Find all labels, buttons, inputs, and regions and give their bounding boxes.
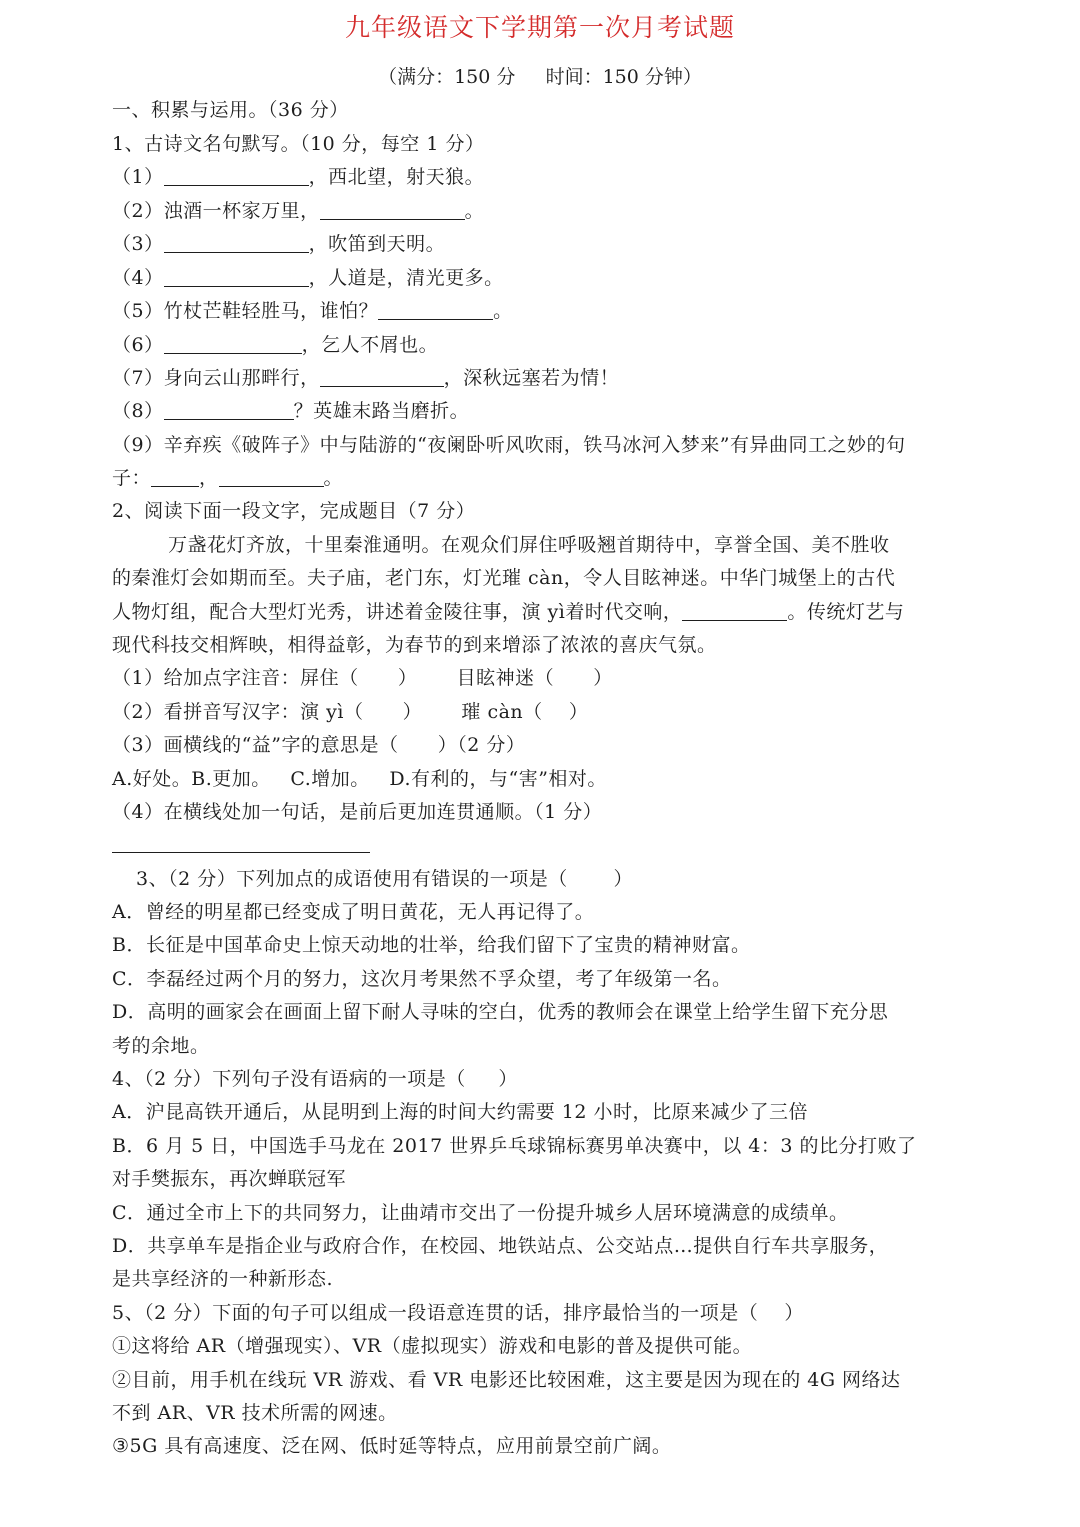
- q2-sub-1: （1）给加点字注音：屏住（ ） 目眩神迷（ ）: [112, 667, 613, 689]
- q1-item-6: （6） ，乞人不屑也。: [112, 334, 439, 356]
- q2-sub-2: （2）看拼音写汉字：演 yì（ ） 璀 càn（ ）: [112, 701, 589, 723]
- q1-item-5: （5）竹杖芒鞋轻胜马，谁怕？ 。: [112, 300, 513, 322]
- q3-option-d-cont: 考的余地。: [112, 1035, 210, 1057]
- q3-option-c: C．李磊经过两个月的努力，这次月考果然不孚众望，考了年级第一名。: [112, 968, 732, 990]
- answer-line[interactable]: [112, 852, 370, 853]
- q1-item-9-cont: 子： ， 。: [112, 467, 344, 489]
- q1-item-7: （7）身向云山那畔行， ，深秋远塞若为情！: [112, 367, 620, 389]
- q3-option-b: B．长征是中国革命史上惊天动地的壮举，给我们留下了宝贵的精神财富。: [112, 934, 751, 956]
- q2-sub-3: （3）画横线的“益”字的意思是（ ）（2 分）: [112, 734, 526, 756]
- q1-item-4: （4） ，人道是，清光更多。: [112, 267, 504, 289]
- q4-heading: 4、（2 分）下列句子没有语病的一项是（ ）: [112, 1068, 518, 1090]
- answer-blank[interactable]: [320, 366, 444, 387]
- answer-blank[interactable]: [164, 165, 309, 186]
- q1-item-9: （9）辛弃疾《破阵子》中与陆游的“夜阑卧听风吹雨，铁马冰河入梦来”有异曲同工之妙的句: [112, 434, 906, 456]
- q2-passage-line: 人物灯组，配合大型灯光秀，讲述着金陵往事，演 yì着时代交响， 。传统灯艺与: [112, 601, 905, 623]
- q5-sentence-2: ②目前，用手机在线玩 VR 游戏、看 VR 电影还比较困难，这主要是因为现在的 4G 网络达: [112, 1369, 901, 1391]
- q1-item-1: （1） ，西北望，射天狼。: [112, 166, 485, 188]
- q3-heading: 3、（2 分）下列加点的成语使用有错误的一项是（ ）: [136, 868, 633, 890]
- q5-sentence-2-cont: 不到 AR、VR 技术所需的网速。: [112, 1402, 398, 1424]
- answer-blank[interactable]: [164, 266, 309, 287]
- answer-blank[interactable]: [219, 466, 324, 487]
- q4-option-d-cont: 是共享经济的一种新形态.: [112, 1268, 334, 1290]
- q5-sentence-1: ①这将给 AR（增强现实）、VR（虚拟现实）游戏和电影的普及提供可能。: [112, 1335, 753, 1357]
- q1-item-3: （3） ，吹笛到天明。: [112, 233, 446, 255]
- answer-blank[interactable]: [151, 466, 199, 487]
- q2-sub-4: （4）在横线处加一句话，是前后更加连贯通顺。（1 分）: [112, 801, 603, 823]
- q4-option-b: B．6 月 5 日，中国选手马龙在 2017 世界乒乓球锦标赛男单决赛中，以 4：3 的比分打败了: [112, 1135, 917, 1157]
- answer-blank[interactable]: [378, 299, 493, 320]
- q5-sentence-3: ③5G 具有高速度、泛在网、低时延等特点，应用前景空前广阔。: [112, 1435, 672, 1457]
- q4-option-d: D．共享单车是指企业与政府合作，在校园、地铁站点、公交站点…提供自行车共享服务，: [112, 1235, 889, 1257]
- answer-blank[interactable]: [164, 333, 302, 354]
- q4-option-b-cont: 对手樊振东，再次蝉联冠军: [112, 1168, 347, 1190]
- q4-option-a: A．沪昆高铁开通后，从昆明到上海的时间大约需要 12 小时，比原来减少了三倍: [112, 1101, 808, 1123]
- q2-sub-3-options: A.好处。B.更加。 C.增加。 D.有利的，与“害”相对。: [112, 768, 607, 790]
- score-time-info: （满分：150 分 时间：150 分钟）: [378, 66, 702, 88]
- q1-heading: 1、古诗文名句默写。（10 分，每空 1 分）: [112, 133, 485, 155]
- q2-passage-line: 万盏花灯齐放，十里秦淮通明。在观众们屏住呼吸翘首期待中，享誉全国、美不胜收: [168, 534, 890, 556]
- q2-passage-line: 的秦淮灯会如期而至。夫子庙，老门东，灯光璀 càn，令人目眩神迷。中华门城堡上的古代: [112, 567, 896, 589]
- answer-blank[interactable]: [164, 399, 294, 420]
- q3-option-d: D．高明的画家会在画面上留下耐人寻味的空白，优秀的教师会在课堂上给学生留下充分思: [112, 1001, 889, 1023]
- section-heading: 一、积累与运用。（36 分）: [112, 99, 349, 121]
- page-title: 九年级语文下学期第一次月考试题: [344, 13, 735, 42]
- answer-blank[interactable]: [320, 199, 465, 220]
- q4-option-c: C．通过全市上下的共同努力，让曲靖市交出了一份提升城乡人居环境满意的成绩单。: [112, 1202, 849, 1224]
- q1-item-2: （2）浊酒一杯家万里， 。: [112, 200, 485, 222]
- q3-option-a: A．曾经的明星都已经变成了明日黄花，无人再记得了。: [112, 901, 595, 923]
- q2-heading: 2、阅读下面一段文字，完成题目（7 分）: [112, 500, 476, 522]
- q1-item-8: （8） ？英雄末路当磨折。: [112, 400, 470, 422]
- answer-blank[interactable]: [164, 232, 309, 253]
- answer-blank[interactable]: [682, 600, 787, 621]
- q5-heading: 5、（2 分）下面的句子可以组成一段语意连贯的话，排序最恰当的一项是（ ）: [112, 1302, 804, 1324]
- q2-passage-line: 现代科技交相辉映，相得益彰，为春节的到来增添了浓浓的喜庆气氛。: [112, 634, 717, 656]
